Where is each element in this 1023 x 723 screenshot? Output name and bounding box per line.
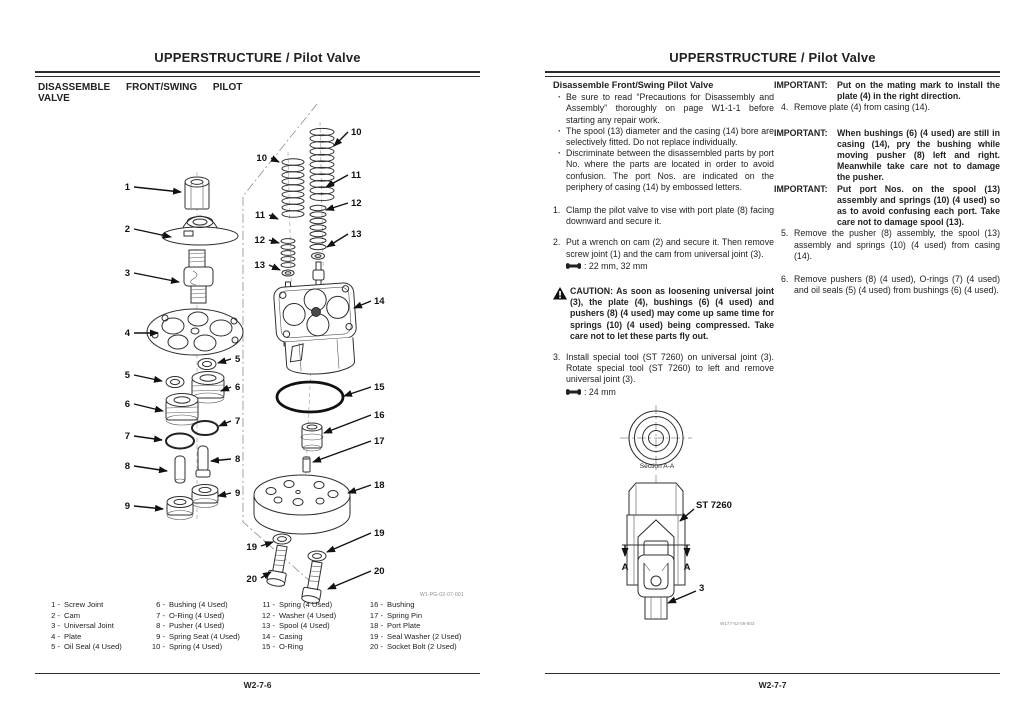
svg-text:15: 15: [374, 382, 385, 393]
part-list-item: 15 - O-Ring: [261, 642, 304, 652]
caution-label: CAUTION:: [570, 286, 614, 297]
svg-text:8: 8: [124, 461, 130, 472]
svg-text:8: 8: [235, 454, 241, 465]
part-list-item: 12 - Washer (4 Used): [261, 610, 337, 620]
page-title: UPPERSTRUCTURE / Pilot Valve: [669, 50, 876, 65]
svg-text:12: 12: [254, 235, 265, 246]
svg-text:9: 9: [124, 501, 130, 512]
step-3: 3. Install special tool (ST 7260) on universal joint (3). Rotate special tool (ST 7260) to left and remove universal joint (3). : 24 mm: [553, 352, 774, 397]
footer-rule: [545, 673, 1000, 674]
svg-text:18: 18: [374, 480, 385, 491]
parts-list-col2: [147, 600, 240, 653]
section-letter-right: A: [683, 562, 691, 573]
part-list-item: 5 - Oil Seal (4 Used): [51, 642, 122, 652]
part-plate: [147, 309, 243, 355]
part-casing: [273, 282, 359, 376]
svg-text:13: 13: [351, 229, 362, 240]
svg-text:12: 12: [351, 198, 362, 209]
svg-text:11: 11: [254, 210, 265, 221]
part-cam: [162, 216, 238, 245]
part-list-item: 9 - Spring Seat (4 Used): [156, 631, 240, 641]
procedure-heading: Disassemble Front/Swing Pilot Valve: [553, 80, 714, 90]
section-caption: Section A-A: [639, 463, 675, 470]
step-2: 2. Put a wrench on cam (2) and secure it. Then remove screw joint (1) and the cam from universal joint (3). : 22 mm, 32 mm: [553, 237, 774, 271]
important-note-1: IMPORTANT: Put on the mating mark to install the plate (4) in the right direction.: [774, 80, 1000, 102]
part-o-rings: [166, 421, 218, 449]
part-list-item: 17 - Spring Pin: [369, 610, 423, 620]
part-list-item: 13 - Spool (4 Used): [261, 621, 330, 631]
svg-text:19: 19: [246, 542, 257, 553]
figure-code: W177-02-05-003: [720, 621, 755, 626]
step-1: 1. Clamp the pilot valve to vise with port plate (8) facing downward and secure it.: [553, 205, 774, 227]
svg-text:17: 17: [374, 436, 385, 447]
part-pushers: [175, 446, 210, 483]
parts-list-col4: [365, 600, 461, 653]
bullet-item: · Be sure to read “Precautions for Disassembly and Assembly” thoroughly on page W1-1-1 before starting any repair work.: [558, 92, 774, 125]
part-list-item: 16 - Bushing: [369, 600, 415, 609]
svg-text:10: 10: [351, 127, 362, 138]
part-list-item: 7 - O-Ring (4 Used): [156, 610, 225, 620]
text-column-left: [553, 80, 774, 398]
svg-text:20: 20: [246, 574, 257, 585]
title-rule: [35, 71, 480, 77]
section-heading-line1: DISASSEMBLE FRONT/SWING PILOT: [38, 82, 243, 93]
svg-text:19: 19: [374, 528, 385, 539]
part-list-item: 20 - Socket Bolt (2 Used): [369, 642, 457, 652]
part-list-item: 18 - Port Plate: [369, 621, 421, 631]
left-page: [35, 40, 480, 700]
part-list-item: 1 - Screw Joint: [51, 600, 104, 609]
page-title: UPPERSTRUCTURE / Pilot Valve: [154, 50, 361, 65]
tool-callout-3: 3: [699, 583, 705, 594]
svg-text:13: 13: [254, 260, 265, 271]
wrench-icon: [566, 262, 581, 270]
page-number: W2-7-7: [758, 680, 787, 690]
exploded-diagram: [35, 100, 480, 605]
bullet-item: · The spool (13) diameter and the casing (14) bore are selectively fitted. Do not replace individually.: [558, 125, 774, 148]
footer-rule: [35, 673, 480, 674]
part-spring-pin: [303, 457, 310, 472]
svg-text:11: 11: [351, 170, 362, 181]
wrench-icon: [566, 388, 581, 396]
special-tool-figure: [570, 405, 790, 637]
svg-text:1: 1: [124, 182, 130, 193]
svg-text:3: 3: [124, 268, 130, 279]
svg-text:10: 10: [256, 153, 267, 164]
caution-block: [553, 286, 774, 342]
part-list-item: 2 - Cam: [51, 610, 81, 620]
part-list-item: 11 - Spring (4 Used): [262, 600, 333, 609]
part-spring-seats: [167, 485, 218, 520]
part-list-item: 19 - Seal Washer (2 Used): [369, 631, 462, 641]
bullet-item: · Discriminate between the disassembled parts by port No. where the parts are located in order to avoid confusion. The port Nos. are indicated on the periphery of casing (14) by embossed letters.: [558, 148, 774, 192]
part-springs-large: [282, 128, 334, 217]
important-note-2: IMPORTANT: When bushings (6) (4 used) are still in casing (14), pry the bushing while moving pusher (8) left and right. Meanwhile take care not to damage the pusher.: [774, 127, 1000, 183]
svg-text:7: 7: [235, 416, 241, 427]
part-port-plate: [254, 475, 350, 534]
wrench-size-note: : 22 mm, 32 mm: [566, 261, 774, 272]
step-5: 5. Remove the pusher (8) assembly, the spool (13) assembly and springs (10) (4 used) from casing (14).: [781, 228, 1000, 261]
parts-list-col1: [42, 600, 122, 653]
text-column-right: [774, 80, 1000, 296]
part-list-item: 4 - Plate: [51, 631, 82, 641]
section-aa-view: [620, 405, 692, 471]
title-rule: [545, 71, 1000, 77]
part-list-item: 6 - Bushing (4 Used): [156, 600, 228, 609]
tool-assembly: [622, 475, 755, 626]
part-screw-joint: [185, 177, 209, 209]
wrench-size-note: : 24 mm: [566, 387, 774, 398]
svg-text:9: 9: [235, 488, 241, 499]
svg-text:5: 5: [235, 354, 241, 365]
section-heading-line2: VALVE: [38, 93, 70, 104]
step-6: 6. Remove pushers (8) (4 used), O-rings (7) (4 used) and oil seals (5) (4 used) from bushings (6) (4 used).: [781, 274, 1000, 296]
tool-label: ST 7260: [696, 500, 732, 511]
svg-text:2: 2: [124, 224, 130, 235]
svg-text:7: 7: [124, 431, 130, 442]
part-list-item: 8 - Pusher (4 Used): [156, 621, 225, 631]
svg-text:20: 20: [374, 566, 385, 577]
svg-text:6: 6: [235, 382, 241, 393]
svg-text:14: 14: [374, 296, 385, 307]
part-list-item: 3 - Universal Joint: [51, 621, 114, 631]
figure-code: W1-PG-02-07-001: [420, 592, 464, 598]
right-page: [545, 40, 1000, 700]
warning-triangle-icon: [553, 286, 570, 342]
parts-list-col3: [257, 600, 336, 653]
step-4: 4. Remove plate (4) from casing (14).: [781, 102, 930, 113]
part-list-item: 14 - Casing: [261, 631, 303, 641]
page-number: W2-7-6: [243, 680, 272, 690]
svg-text:4: 4: [124, 328, 130, 339]
section-letter-left: A: [621, 562, 629, 573]
svg-text:5: 5: [124, 370, 130, 381]
part-bushing-16: [301, 423, 323, 451]
caution-text: As soon as loosening universal joint (3), the plate (4), bushings (6) (4 used) and pushers (8) (4 used) may come up same time for springs (10) (4 used) being compressed. Take care not to let these parts fly out.: [570, 286, 775, 341]
part-universal-joint: [184, 250, 213, 303]
svg-text:6: 6: [124, 399, 130, 410]
part-list-item: 10 - Spring (4 Used): [151, 642, 223, 652]
important-note-3: IMPORTANT: Put port Nos. on the spool (13) assembly and springs (10) (4 used) so as to avoid confusing each port. Take care not to damage spool (13).: [774, 183, 1000, 228]
svg-text:16: 16: [374, 410, 385, 421]
